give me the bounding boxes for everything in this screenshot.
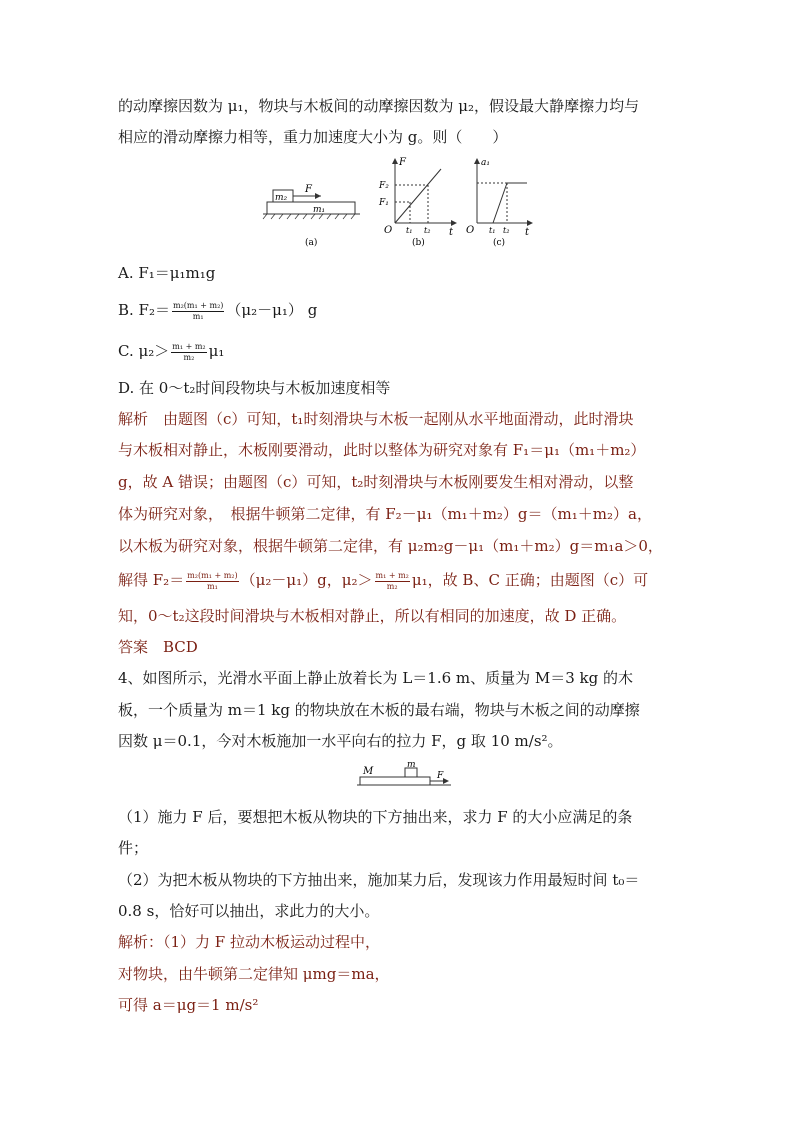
question-4-part-1-line-1: （1）施力 F 后，要想把木板从物块的下方抽出来，求力 F 的大小应满足的条 — [118, 808, 633, 826]
svg-text:F₁: F₁ — [379, 198, 389, 208]
solution-3-line-1: 解析 由题图（c）可知，t₁时刻滑块与木板一起刚从水平地面滑动，此时滑块 — [118, 410, 634, 428]
figure-3 — [255, 155, 540, 255]
svg-text:(c): (c) — [493, 238, 506, 248]
option-b-numerator: m₂(m₁ + m₂) — [172, 300, 224, 310]
svg-text:m₂: m₂ — [275, 193, 288, 203]
option-c-numerator: m₁ + m₂ — [172, 341, 206, 351]
option-c-fraction — [171, 342, 206, 363]
option-c-prefix: C. μ₂＞ — [118, 342, 170, 360]
svg-text:t: t — [449, 227, 454, 238]
figure-4 — [355, 760, 455, 796]
sol3-fraction-1 — [186, 571, 238, 592]
option-c-denominator: m₂ — [183, 352, 195, 362]
svg-text:F: F — [305, 184, 312, 195]
intro-line-1: 的动摩擦因数为 μ₁，物块与木板间的动摩擦因数为 μ₂，假设最大静摩擦力均与 — [118, 97, 640, 115]
sol3-fraction-2-den: m₂ — [386, 581, 398, 591]
option-b-suffix: （μ₂－μ₁） g — [226, 301, 318, 319]
svg-text:F₂: F₂ — [379, 181, 389, 191]
answer-3: 答案 BCD — [118, 638, 198, 656]
option-b-denominator: m₁ — [192, 311, 204, 321]
option-b-fraction — [172, 301, 224, 322]
svg-text:a₁: a₁ — [481, 158, 490, 168]
question-4-line-2: 板，一个质量为 m＝1 kg 的物块放在木板的最右端，物块与木板之间的动摩擦 — [118, 701, 640, 719]
option-c-suffix: μ₁ — [208, 342, 225, 360]
sol3-line6-prefix: 解得 F₂＝ — [118, 571, 185, 589]
solution-3-line-6 — [118, 570, 648, 592]
svg-text:M: M — [363, 766, 374, 777]
sol3-fraction-1-num: m₂(m₁ + m₂) — [187, 570, 238, 580]
svg-text:t₂: t₂ — [503, 226, 510, 235]
svg-text:F: F — [399, 157, 406, 168]
svg-text:t: t — [525, 227, 530, 238]
svg-text:t₁: t₁ — [406, 226, 413, 235]
sol3-fraction-2-num: m₁ + m₂ — [375, 570, 409, 580]
svg-text:m₁: m₁ — [313, 205, 326, 215]
svg-text:(a): (a) — [305, 238, 318, 248]
solution-3-line-2: 与木板相对静止，木板刚要滑动，此时以整体为研究对象有 F₁＝μ₁（m₁＋m₂） — [118, 441, 646, 459]
sol3-line6-suffix: μ₁，故 B、C 正确；由题图（c）可 — [411, 571, 649, 589]
figure-3a — [263, 184, 360, 248]
question-4-line-1: 4、如图所示，光滑水平面上静止放着长为 L＝1.6 m、质量为 M＝3 kg 的木 — [118, 669, 634, 687]
svg-text:t₁: t₁ — [489, 226, 496, 235]
option-a: A. F₁＝μ₁m₁g — [118, 264, 216, 282]
solution-4-line-2: 对物块，由牛顿第二定律知 μmg＝ma， — [118, 965, 390, 983]
intro-line-2: 相应的滑动摩擦力相等，重力加速度大小为 g。则（ ） — [118, 128, 508, 146]
question-4-part-2-line-2: 0.8 s，恰好可以抽出，求此力的大小。 — [118, 902, 380, 920]
svg-text:t₂: t₂ — [424, 226, 431, 235]
solution-4-line-1: 解析：（1）力 F 拉动木板运动过程中， — [118, 933, 380, 951]
option-b — [118, 300, 317, 322]
figure-3c — [466, 158, 533, 248]
solution-4-line-3: 可得 a＝μg＝1 m/s² — [118, 996, 259, 1014]
solution-3-line-7: 知，0～t₂这段时间滑块与木板相对静止，所以有相同的加速度，故 D 正确。 — [118, 607, 627, 625]
question-4-line-3: 因数 μ＝0.1，今对木板施加一水平向右的拉力 F，g 取 10 m/s²。 — [118, 732, 563, 750]
option-b-prefix: B. F₂＝ — [118, 301, 170, 319]
svg-text:O: O — [384, 225, 393, 236]
option-c — [118, 341, 224, 363]
question-4-part-2-line-1: （2）为把木板从物块的下方抽出来，施加某力后，发现该力作用最短时间 t₀＝ — [118, 871, 640, 889]
svg-text:O: O — [466, 225, 475, 236]
figure-3b — [378, 157, 457, 248]
solution-3-line-4: 体为研究对象， 根据牛顿第二定律，有 F₂－μ₁（m₁＋m₂）g＝（m₁＋m₂）a， — [118, 505, 652, 523]
svg-text:(b): (b) — [412, 238, 425, 248]
svg-text:F: F — [437, 771, 444, 781]
option-d: D. 在 0～t₂时间段物块与木板加速度相等 — [118, 379, 391, 397]
sol3-fraction-2 — [375, 571, 410, 592]
sol3-line6-mid: （μ₂－μ₁）g，μ₂＞ — [240, 571, 373, 589]
sol3-fraction-1-den: m₁ — [207, 581, 218, 591]
solution-3-line-3: g，故 A 错误；由题图（c）可知，t₂时刻滑块与木板刚要发生相对滑动，以整 — [118, 473, 634, 491]
question-4-part-1-line-2: 件； — [118, 839, 149, 857]
solution-3-line-5: 以木板为研究对象，根据牛顿第二定律，有 μ₂m₂g－μ₁（m₁＋m₂）g＝m₁a＞0， — [118, 537, 663, 555]
svg-text:m: m — [407, 760, 416, 770]
